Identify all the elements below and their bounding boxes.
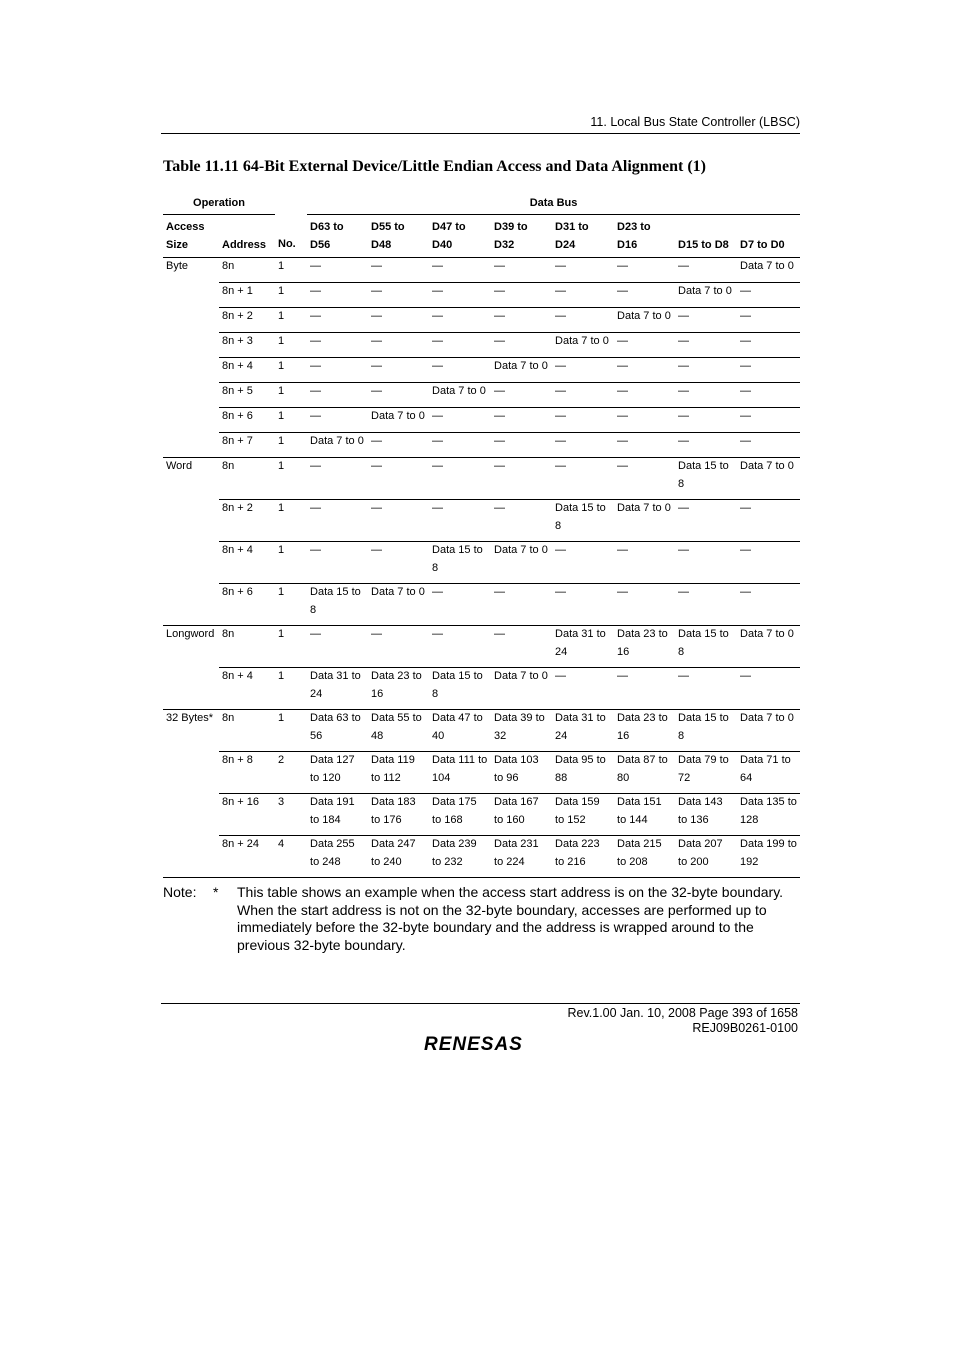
number-cell: 1 <box>275 283 307 308</box>
number-cell: 1 <box>275 258 307 283</box>
column-header-address-line-1 <box>222 219 272 237</box>
data-bus-cell: — <box>675 542 737 584</box>
data-bus-cell: Data 15 to 8 <box>675 710 737 752</box>
data-bus-cell: Data 31 to 24 <box>552 710 614 752</box>
data-bus-cell: — <box>737 283 800 308</box>
data-bus-cell: Data 103 to 96 <box>491 752 552 794</box>
data-bus-cell: — <box>491 258 552 283</box>
address-cell: 8n <box>219 458 275 500</box>
number-cell: 2 <box>275 752 307 794</box>
table-row <box>163 408 800 433</box>
data-bus-cell: Data 143 to 136 <box>675 794 737 836</box>
table-row <box>163 626 800 668</box>
data-bus-cell: — <box>429 500 491 542</box>
table-row <box>163 584 800 626</box>
column-header-bus-5-line-1: D23 to <box>617 221 651 233</box>
data-bus-cell: Data 207 to 200 <box>675 836 737 878</box>
column-header-bus-1-line-2: D48 <box>371 238 392 251</box>
data-bus-cell: — <box>429 308 491 333</box>
column-header-size-line-2: Size <box>166 238 189 251</box>
data-bus-cell: Data 7 to 0 <box>552 333 614 358</box>
bottom-rule <box>161 1003 800 1004</box>
data-bus-cell: Data 7 to 0 <box>307 433 368 458</box>
data-bus-cell: — <box>737 584 800 626</box>
data-bus-cell: Data 55 to 48 <box>368 710 429 752</box>
data-bus-cell: Data 15 to 8 <box>675 458 737 500</box>
data-bus-cell: — <box>429 283 491 308</box>
table-row <box>163 358 800 383</box>
data-bus-cell: Data 7 to 0 <box>491 358 552 383</box>
access-size-cell: Longword <box>163 626 219 710</box>
data-bus-cell: — <box>307 408 368 433</box>
data-bus-cell: Data 47 to 40 <box>429 710 491 752</box>
data-bus-cell: — <box>429 333 491 358</box>
table-row <box>163 283 800 308</box>
address-cell: 8n + 4 <box>219 542 275 584</box>
column-header-bus-4-line-2: D24 <box>555 238 576 251</box>
column-header-bus-7-line-2: D7 to D0 <box>740 238 785 251</box>
data-bus-cell: Data 159 to 152 <box>552 794 614 836</box>
data-bus-cell: — <box>307 383 368 408</box>
data-bus-cell: Data 167 to 160 <box>491 794 552 836</box>
column-header-bus-0-line-2: D56 <box>310 238 331 251</box>
column-header-address-line-2: Address <box>222 238 267 251</box>
data-bus-cell: — <box>491 333 552 358</box>
data-bus-cell: Data 31 to 24 <box>552 626 614 668</box>
data-bus-cell: — <box>368 383 429 408</box>
footer-revision: Rev.1.00 Jan. 10, 2008 Page 393 of 1658 <box>567 1006 798 1020</box>
table-body <box>163 258 800 878</box>
group-header-databus: Data Bus <box>307 192 800 215</box>
data-bus-cell: — <box>614 333 675 358</box>
data-bus-cell: Data 87 to 80 <box>614 752 675 794</box>
access-size-cell: 32 Bytes* <box>163 710 219 878</box>
running-header: 11. Local Bus State Controller (LBSC) <box>590 115 800 129</box>
data-bus-cell: — <box>307 358 368 383</box>
data-bus-cell: Data 7 to 0 <box>491 542 552 584</box>
data-bus-cell: Data 239 to 232 <box>429 836 491 878</box>
data-bus-cell: — <box>737 383 800 408</box>
column-header-bus-6-line-2: D15 to D8 <box>678 238 729 251</box>
renesas-logo-text: RENESAS <box>424 1034 523 1055</box>
data-bus-cell: — <box>552 258 614 283</box>
data-bus-cell: — <box>368 358 429 383</box>
address-cell: 8n + 1 <box>219 283 275 308</box>
data-bus-cell: — <box>737 408 800 433</box>
data-bus-cell: Data 119 to 112 <box>368 752 429 794</box>
column-header-row <box>163 215 800 258</box>
table-row <box>163 752 800 794</box>
column-header-bus-3 <box>491 215 552 258</box>
data-bus-cell: — <box>368 333 429 358</box>
table-row <box>163 710 800 752</box>
column-header-bus-5 <box>614 215 675 258</box>
data-bus-cell: — <box>675 584 737 626</box>
table-row <box>163 333 800 358</box>
data-bus-cell: — <box>614 358 675 383</box>
data-bus-cell: — <box>368 626 429 668</box>
data-bus-cell: — <box>491 308 552 333</box>
address-cell: 8n <box>219 710 275 752</box>
column-header-address <box>219 215 275 258</box>
data-bus-cell: — <box>368 458 429 500</box>
number-cell: 1 <box>275 408 307 433</box>
address-cell: 8n + 16 <box>219 794 275 836</box>
data-bus-cell: — <box>368 283 429 308</box>
data-bus-cell: — <box>429 433 491 458</box>
address-cell: 8n + 5 <box>219 383 275 408</box>
address-cell: 8n + 6 <box>219 408 275 433</box>
table-row <box>163 383 800 408</box>
access-size-cell: Word <box>163 458 219 626</box>
data-bus-cell: Data 199 to 192 <box>737 836 800 878</box>
data-bus-cell: Data 7 to 0 <box>429 383 491 408</box>
data-bus-cell: — <box>675 258 737 283</box>
data-bus-cell: — <box>491 626 552 668</box>
renesas-logo <box>420 1033 542 1055</box>
column-header-no-line-2: No. <box>278 238 296 250</box>
table-row <box>163 668 800 710</box>
data-bus-cell: — <box>737 433 800 458</box>
data-bus-cell: Data 31 to 24 <box>307 668 368 710</box>
data-bus-cell: Data 191 to 184 <box>307 794 368 836</box>
table-row <box>163 433 800 458</box>
data-bus-cell: — <box>429 584 491 626</box>
data-bus-cell: — <box>368 258 429 283</box>
data-bus-cell: — <box>307 308 368 333</box>
data-bus-cell: Data 63 to 56 <box>307 710 368 752</box>
data-bus-cell: — <box>614 283 675 308</box>
data-bus-cell: — <box>307 626 368 668</box>
data-bus-cell: — <box>614 433 675 458</box>
footer-document-number: REJ09B0261-0100 <box>692 1021 798 1035</box>
number-cell: 1 <box>275 626 307 668</box>
address-cell: 8n <box>219 258 275 283</box>
data-bus-cell: Data 15 to 8 <box>429 542 491 584</box>
data-bus-cell: — <box>614 668 675 710</box>
note-marker: * <box>213 884 219 900</box>
data-bus-cell: — <box>429 408 491 433</box>
data-bus-cell: Data 135 to 128 <box>737 794 800 836</box>
data-bus-cell: — <box>307 283 368 308</box>
data-bus-cell: — <box>614 458 675 500</box>
note-text: This table shows an example when the access start address is on the 32-byte boundary. When the start address is not on the 32-byte boundary, accesses are performed up to immediately before the 32-byte boundary and the address is wrapped around to the previous 32-byte boundary. <box>237 884 784 953</box>
data-bus-cell: — <box>675 333 737 358</box>
data-bus-cell: Data 7 to 0 <box>737 626 800 668</box>
data-bus-cell: Data 7 to 0 <box>614 500 675 542</box>
data-bus-cell: — <box>307 458 368 500</box>
data-bus-cell: — <box>429 458 491 500</box>
address-cell: 8n + 2 <box>219 308 275 333</box>
data-bus-cell: — <box>614 408 675 433</box>
data-bus-cell: Data 23 to 16 <box>368 668 429 710</box>
data-bus-cell: Data 7 to 0 <box>491 668 552 710</box>
data-bus-cell: — <box>368 500 429 542</box>
address-cell: 8n + 24 <box>219 836 275 878</box>
data-bus-cell: — <box>614 383 675 408</box>
number-cell: 1 <box>275 458 307 500</box>
number-cell: 1 <box>275 710 307 752</box>
data-bus-cell: — <box>675 408 737 433</box>
number-cell: 1 <box>275 308 307 333</box>
data-bus-cell: — <box>429 258 491 283</box>
data-bus-cell: Data 7 to 0 <box>737 458 800 500</box>
data-bus-cell: — <box>614 258 675 283</box>
number-cell: 1 <box>275 433 307 458</box>
number-cell: 1 <box>275 358 307 383</box>
page-footer <box>400 1006 798 1036</box>
data-bus-cell: — <box>491 458 552 500</box>
data-bus-cell: Data 15 to 8 <box>675 626 737 668</box>
data-bus-cell: Data 95 to 88 <box>552 752 614 794</box>
table-row <box>163 836 800 878</box>
number-cell: 1 <box>275 584 307 626</box>
data-bus-cell: Data 175 to 168 <box>429 794 491 836</box>
column-header-bus-2 <box>429 215 491 258</box>
data-bus-cell: — <box>737 358 800 383</box>
data-bus-cell: — <box>552 408 614 433</box>
data-bus-cell: — <box>614 584 675 626</box>
data-bus-cell: — <box>737 500 800 542</box>
data-bus-cell: Data 7 to 0 <box>675 283 737 308</box>
data-bus-cell: Data 151 to 144 <box>614 794 675 836</box>
data-bus-cell: Data 255 to 248 <box>307 836 368 878</box>
address-cell: 8n + 8 <box>219 752 275 794</box>
data-bus-cell: — <box>675 308 737 333</box>
data-bus-cell: Data 23 to 16 <box>614 710 675 752</box>
data-bus-cell: — <box>491 500 552 542</box>
column-header-bus-3-line-1: D39 to <box>494 221 528 233</box>
column-header-bus-0-line-1: D63 to <box>310 221 344 233</box>
data-bus-cell: — <box>491 283 552 308</box>
column-header-bus-3-line-2: D32 <box>494 238 515 251</box>
data-bus-cell: — <box>614 542 675 584</box>
data-bus-cell: — <box>552 283 614 308</box>
data-bus-cell: — <box>552 383 614 408</box>
address-cell: 8n + 4 <box>219 668 275 710</box>
table-row <box>163 308 800 333</box>
column-header-bus-4 <box>552 215 614 258</box>
data-bus-cell: — <box>368 308 429 333</box>
data-bus-cell: Data 7 to 0 <box>368 584 429 626</box>
table-row <box>163 794 800 836</box>
data-bus-cell: — <box>737 308 800 333</box>
data-bus-cell: Data 7 to 0 <box>614 308 675 333</box>
data-bus-cell: — <box>552 584 614 626</box>
group-header-operation: Operation <box>163 192 275 215</box>
data-bus-cell: Data 127 to 120 <box>307 752 368 794</box>
data-bus-cell: — <box>552 668 614 710</box>
column-header-no <box>275 215 307 258</box>
data-bus-cell: — <box>552 542 614 584</box>
data-bus-cell: Data 7 to 0 <box>368 408 429 433</box>
data-bus-cell: Data 71 to 64 <box>737 752 800 794</box>
data-bus-cell: — <box>737 542 800 584</box>
data-bus-cell: — <box>491 383 552 408</box>
address-cell: 8n + 7 <box>219 433 275 458</box>
data-bus-cell: — <box>675 668 737 710</box>
data-bus-cell: — <box>491 433 552 458</box>
data-bus-cell: Data 7 to 0 <box>737 710 800 752</box>
column-header-bus-7 <box>737 215 800 258</box>
column-header-bus-6 <box>675 215 737 258</box>
number-cell: 1 <box>275 542 307 584</box>
data-bus-cell: — <box>552 308 614 333</box>
note-label: Note: <box>163 884 197 900</box>
address-cell: 8n + 6 <box>219 584 275 626</box>
number-cell: 3 <box>275 794 307 836</box>
address-cell: 8n + 3 <box>219 333 275 358</box>
data-bus-cell: Data 15 to 8 <box>429 668 491 710</box>
table-row <box>163 458 800 500</box>
number-cell: 4 <box>275 836 307 878</box>
access-size-cell: Byte <box>163 258 219 458</box>
column-header-size <box>163 215 219 258</box>
data-bus-cell: Data 23 to 16 <box>614 626 675 668</box>
data-bus-cell: Data 111 to 104 <box>429 752 491 794</box>
top-rule <box>161 133 800 134</box>
data-bus-cell: — <box>491 408 552 433</box>
data-bus-cell: — <box>737 333 800 358</box>
column-header-bus-6-line-1 <box>678 219 734 237</box>
data-bus-cell: Data 247 to 240 <box>368 836 429 878</box>
data-bus-cell: — <box>307 258 368 283</box>
data-bus-cell: — <box>675 383 737 408</box>
data-bus-cell: Data 15 to 8 <box>307 584 368 626</box>
column-header-bus-1-line-1: D55 to <box>371 221 405 233</box>
table-caption: Table 11.11 64-Bit External Device/Little Endian Access and Data Alignment (1) <box>163 158 706 175</box>
data-bus-cell: — <box>675 358 737 383</box>
number-cell: 1 <box>275 383 307 408</box>
number-cell: 1 <box>275 500 307 542</box>
data-bus-cell: Data 223 to 216 <box>552 836 614 878</box>
column-header-no-line-1 <box>278 219 304 237</box>
data-bus-cell: — <box>368 542 429 584</box>
data-bus-cell: — <box>552 358 614 383</box>
data-bus-cell: Data 79 to 72 <box>675 752 737 794</box>
data-bus-cell: Data 215 to 208 <box>614 836 675 878</box>
number-cell: 1 <box>275 333 307 358</box>
data-bus-cell: Data 15 to 8 <box>552 500 614 542</box>
data-bus-cell: — <box>737 668 800 710</box>
column-header-bus-1 <box>368 215 429 258</box>
data-bus-cell: — <box>429 626 491 668</box>
column-header-size-line-1: Access <box>166 221 205 233</box>
column-header-bus-7-line-1 <box>740 219 797 237</box>
data-bus-cell: — <box>552 458 614 500</box>
column-header-bus-2-line-2: D40 <box>432 238 453 251</box>
column-header-bus-4-line-1: D31 to <box>555 221 589 233</box>
alignment-table <box>163 192 800 878</box>
column-header-bus-0 <box>307 215 368 258</box>
column-header-bus-5-line-2: D16 <box>617 238 638 251</box>
data-bus-cell: — <box>675 433 737 458</box>
data-bus-cell: Data 39 to 32 <box>491 710 552 752</box>
data-bus-cell: — <box>491 584 552 626</box>
address-cell: 8n + 2 <box>219 500 275 542</box>
table-row <box>163 500 800 542</box>
data-bus-cell: — <box>429 358 491 383</box>
data-bus-cell: — <box>307 333 368 358</box>
data-bus-cell: — <box>307 542 368 584</box>
address-cell: 8n <box>219 626 275 668</box>
data-bus-cell: — <box>675 500 737 542</box>
number-cell: 1 <box>275 668 307 710</box>
data-bus-cell: Data 7 to 0 <box>737 258 800 283</box>
table-row <box>163 542 800 584</box>
data-bus-cell: Data 183 to 176 <box>368 794 429 836</box>
data-bus-cell: — <box>552 433 614 458</box>
data-bus-cell: — <box>368 433 429 458</box>
address-cell: 8n + 4 <box>219 358 275 383</box>
data-bus-cell: Data 231 to 224 <box>491 836 552 878</box>
table-row <box>163 258 800 283</box>
data-bus-cell: — <box>307 500 368 542</box>
column-header-bus-2-line-1: D47 to <box>432 221 466 233</box>
